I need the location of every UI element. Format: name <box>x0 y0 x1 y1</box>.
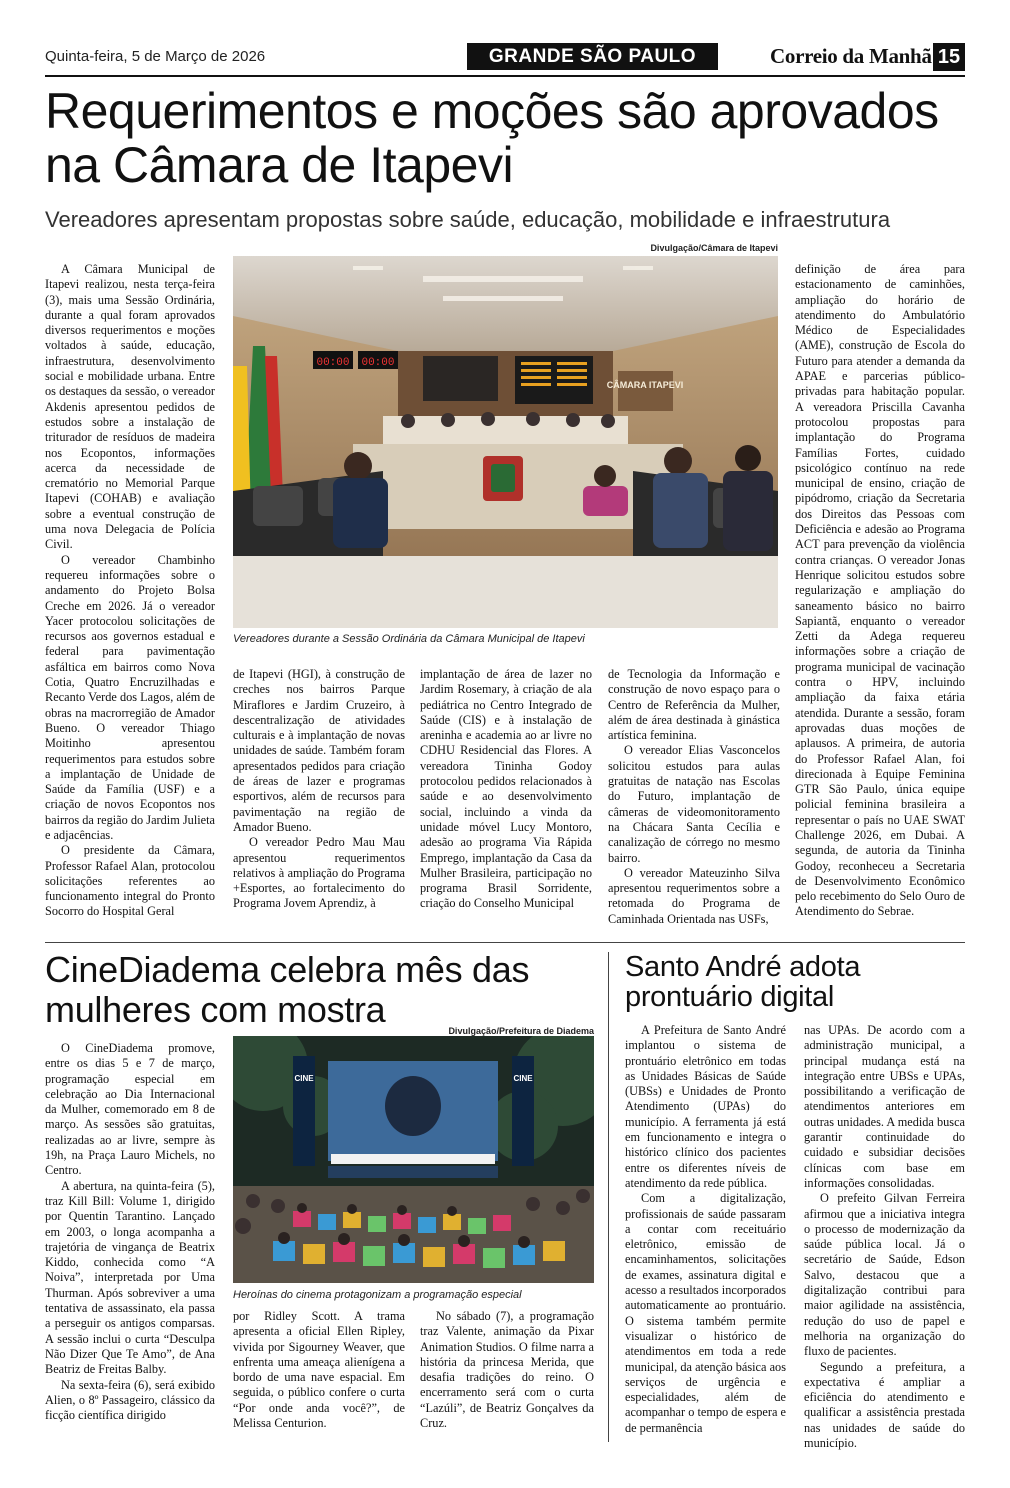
clock-left: 00:00 <box>316 357 350 369</box>
paragraph: O vereador Elias Vasconcelos solicitou estudos para aulas gratuitas de natação nas Escolas do Futuro, implantação de câmeras de videomonitoramento na Chácara Santa Cecília e canalização de córrego no mesmo bairro. <box>608 743 780 865</box>
article2-headline: CineDiadema celebra mês das mulheres com mostra <box>45 949 530 1030</box>
council-session-image <box>233 256 778 628</box>
article1-column-3 <box>420 667 592 912</box>
paragraph: Com a digitalização, profissionais de saúde passaram a contar com receituário eletrônico, emissão de encaminhamentos, solicitações de exames, assinatura digital e acesso a resultados incorporados automaticamente ao prontuário. O sistema também permite visualizar o histórico de atendimentos em toda a rede municipal, da atenção básica aos serviços de urgência e especialidades, além de acompanhar o tempo de espera e de permanência <box>625 1191 786 1435</box>
article2-column-2 <box>233 1309 405 1431</box>
paragraph: O vereador Chambinho requereu informações sobre o andamento do Projeto Bolsa Creche em 2026. Já o vereador Yacer protocolou solicitações de recursos aos governos estadual e federal para pavimentação asfáltica em bairros como Nova Cotia, Quatro Encruzilhadas e Recanto Verde dos Lagos, além de obras na macrorregião de Amador Bueno. O vereador Thiago Moitinho apresentou requerimentos para estudos sobre a implantação de Unidade de Saúde da Família (USF) e a criação de novos Ecopontos nos bairros da região do Jardim Julieta e adjacências. <box>45 552 215 842</box>
paragraph: O prefeito Gilvan Ferreira afirmou que a iniciativa integra o processo de modernização da saúde pública local. Já o secretário de Saúde, Edson Salvo, destacou que a digitalização contribui para maior agilidade na assistência, redução do uso de papel e melhoria na organização do fluxo de pacientes. <box>804 1191 965 1359</box>
article1-headline: Requerimentos e moções são aprovados na Câmara de Itapevi <box>45 83 939 193</box>
section-divider <box>45 942 965 943</box>
paragraph: nas UPAs. De acordo com a administração municipal, a principal mudança está na integração entre UBSs e UPAs, possibilitando a verificação de atendimentos anteriores em outras unidades. A medida busca garantir continuidade do cuidado e subsidiar decisões clínicas com base em informações consolidadas. <box>804 1023 965 1190</box>
article1-column-4 <box>608 667 780 927</box>
article1-column-5 <box>795 262 965 920</box>
paragraph: definição de área para estacionamento de caminhões, ampliação do horário de atendimento do Ambulatório Médico de Especialidades (AME), construção de Escola do Futuro para atender a demanda da APAE e parcerias público-privadas para habitação popular. A vereadora Priscilla Cavanha protocolou propostas para implantação do Programa Famílias Fortes, cuidado psicológico contínuo na rede municipal de ensino, criação de pipódromo, criação da Secretaria dos Direitos das Pessoas com Deficiência e adesão ao Programa ACT para prevenção da violência contra crianças. O vereador Jonas Henrique solicitou estudos sobre regularização e ampliação do saneamento básico no bairro Sapiantã, enquanto o vereador Zetti da Adega requereu informações sobre a criação de programa municipal de vacinação contra o HPV, incluindo ampliação da faixa etária atendida. Durante a sessão, foram aprovadas duas moções de aplausos. A primeira, de autoria do Professor Rafael Alan, foi direcionada à Equipe Feminina GTR São Paulo, única equipe policial feminina brasileira a representar o país no UAE SWAT Challenge 2026, em Dubai. A segunda, de autoria da Tininha Godoy, reconheceu a Secretaria de Desenvolvimento Econômico pelo recebimento do Selo Ouro de Atendimento do Sebrae. <box>795 262 965 919</box>
paragraph: No sábado (7), a programação traz Valente, animação da Pixar Animation Studios. O filme narra a história da princesa Merida, que desafia tradições do reino. O encerramento será com o curta “Lazúli”, de Beatriz Gonçalves da Cruz. <box>420 1309 594 1431</box>
article3-headline: Santo André adota prontuário digital <box>625 951 861 1013</box>
page-number: 15 <box>933 43 965 71</box>
paragraph: O CineDiadema promove, entre os dias 5 e 7 de março, programação especial em celebração ao Dia Internacional da Mulher, comemorado em 8 de março. As sessões são gratuitas, realizadas ao ar livre, sempre às 19h, na Praça Lauro Michels, no Centro. <box>45 1041 215 1178</box>
paragraph: implantação de área de lazer no Jardim Rosemary, à criação de ala pediátrica no Centro Integrado de Saúde (CIS) e à instalação de areninha e academia ao ar livre no CDHU Residencial das Flores. A vereadora Tininha Godoy protocolou pedidos relacionados à saúde e ao desenvolvimento social, incluindo a vinda da unidade móvel Lucy Montoro, adesão ao programa Via Rápida Emprego, implantação da Casa da Mulher Brasileira, participação no programa Brasil Sorridente, criação do Conselho Municipal <box>420 667 592 911</box>
article3-column-1 <box>625 1023 786 1436</box>
article3-column-2 <box>804 1023 965 1451</box>
paragraph: de Tecnologia da Informação e construção de novo espaço para o Centro de Referência da Mulher, além de área destinada à ginástica artística feminina. <box>608 667 780 743</box>
paragraph: A Câmara Municipal de Itapevi realizou, nesta terça-feira (3), mais uma Sessão Ordinária, durante a qual foram aprovados diversos requerimentos e moções voltados à saúde, educação, infraestrutura, desenvolvimento social e mobilidade urbana. Entre os destaques da sessão, o vereador Akdenis apresentou pedidos de estudos sobre a instalação de triturador de resíduos de madeira nos Ecopontos, informações acerca da necessidade de crematório no Memorial Parque Itapevi (COHAB) e avaliação sobre a eventual construção de uma nova Delegacia de Polícia Civil. <box>45 262 215 552</box>
newspaper-logo: Correio da Manhã <box>770 44 932 68</box>
clock-right: 00:00 <box>361 357 395 369</box>
article1-photo-caption: Vereadores durante a Sessão Ordinária da Câmara Municipal de Itapevi <box>233 633 585 645</box>
paragraph: O presidente da Câmara, Professor Rafael Alan, protocolou solicitações referentes ao funcionamento integral do Pronto Socorro do Hospital Geral <box>45 843 215 919</box>
issue-date: Quinta-feira, 5 de Março de 2026 <box>45 48 266 65</box>
article1-photo <box>233 256 778 628</box>
paragraph: A Prefeitura de Santo André implantou o sistema de prontuário eletrônico em todas as Unidades Básicas de Saúde (UBSs) e Unidades de Pronto Atendimento (UPAs) do município. A ferramenta já está em funcionamento e integra o histórico clínico dos pacientes entre os diferentes níveis de atendimento da rede pública. <box>625 1023 786 1190</box>
article2-photo-caption: Heroínas do cinema protagonizam a programação especial <box>233 1289 522 1301</box>
screen-banner-right: CINE <box>513 1074 533 1083</box>
article1-column-2 <box>233 667 405 912</box>
article2-column-1 <box>45 1041 215 1423</box>
article1-photo-credit: Divulgação/Câmara de Itapevi <box>650 243 778 253</box>
paragraph: O vereador Mateuzinho Silva apresentou requerimentos sobre a retomada do Programa de Caminhada Orientada nas USFs, <box>608 865 780 926</box>
screen-banner-left: CINE <box>294 1074 314 1083</box>
paragraph: Segundo a prefeitura, a expectativa é ampliar a eficiência do atendimento e qualificar a assistência prestada nas unidades de saúde do município. <box>804 1359 965 1451</box>
paragraph: O vereador Pedro Mau Mau apresentou requerimentos relativos à ampliação do Programa +Esportes, ao fortalecimento do Programa Jovem Aprendiz, à <box>233 835 405 911</box>
projection-screen <box>423 356 498 401</box>
article2-column-3 <box>420 1309 594 1431</box>
section-banner: GRANDE SÃO PAULO <box>467 43 718 70</box>
article1-column-1 <box>45 262 215 920</box>
header-rule <box>45 75 965 77</box>
paragraph: A abertura, na quinta-feira (5), traz Kill Bill: Volume 1, dirigido por Quentin Tarantino. Lançado em 2003, o longa acompanha a trajetória de vingança de Beatrix Kiddo, conhecida como “A Noiva”, interpretada por Uma Thurman. Após sobreviver a uma tentativa de assassinato, ela passa a perseguir os antigos comparsas. A sessão inclui o curta “Desculpa Não Dizer Que Te Amo”, de Ana Beatriz de Freitas Balby. <box>45 1178 215 1377</box>
outdoor-cinema-image <box>233 1036 594 1283</box>
chamber-sign: CÂMARA ITAPEVI <box>606 380 684 390</box>
paragraph: por Ridley Scott. A trama apresenta a oficial Ellen Ripley, vivida por Sigourney Weaver, que enfrenta uma ameaça alienígena a bordo de uma nave espacial. Em seguida, o público confere o curta “Por onde anda você?”, de Melissa Centurion. <box>233 1309 405 1431</box>
paragraph: de Itapevi (HGI), à construção de creches nos bairros Parque Miraflores e Jardim Cruzeiro, à descentralização de atividades culturais e à implantação de novas unidades de saúde. Também foram apresentados pedidos para criação de áreas de lazer e programas esportivos, além de recursos para pavimentação na região de Amador Bueno. <box>233 667 405 834</box>
paragraph: Na sexta-feira (6), será exibido Alien, o 8º Passageiro, clássico da ficção científica dirigido <box>45 1377 215 1423</box>
column-divider <box>608 952 609 1442</box>
article2-photo-credit: Divulgação/Prefeitura de Diadema <box>448 1026 594 1036</box>
article1-subtitle: Vereadores apresentam propostas sobre saúde, educação, mobilidade e infraestrutura <box>45 207 891 232</box>
article2-photo <box>233 1036 594 1283</box>
